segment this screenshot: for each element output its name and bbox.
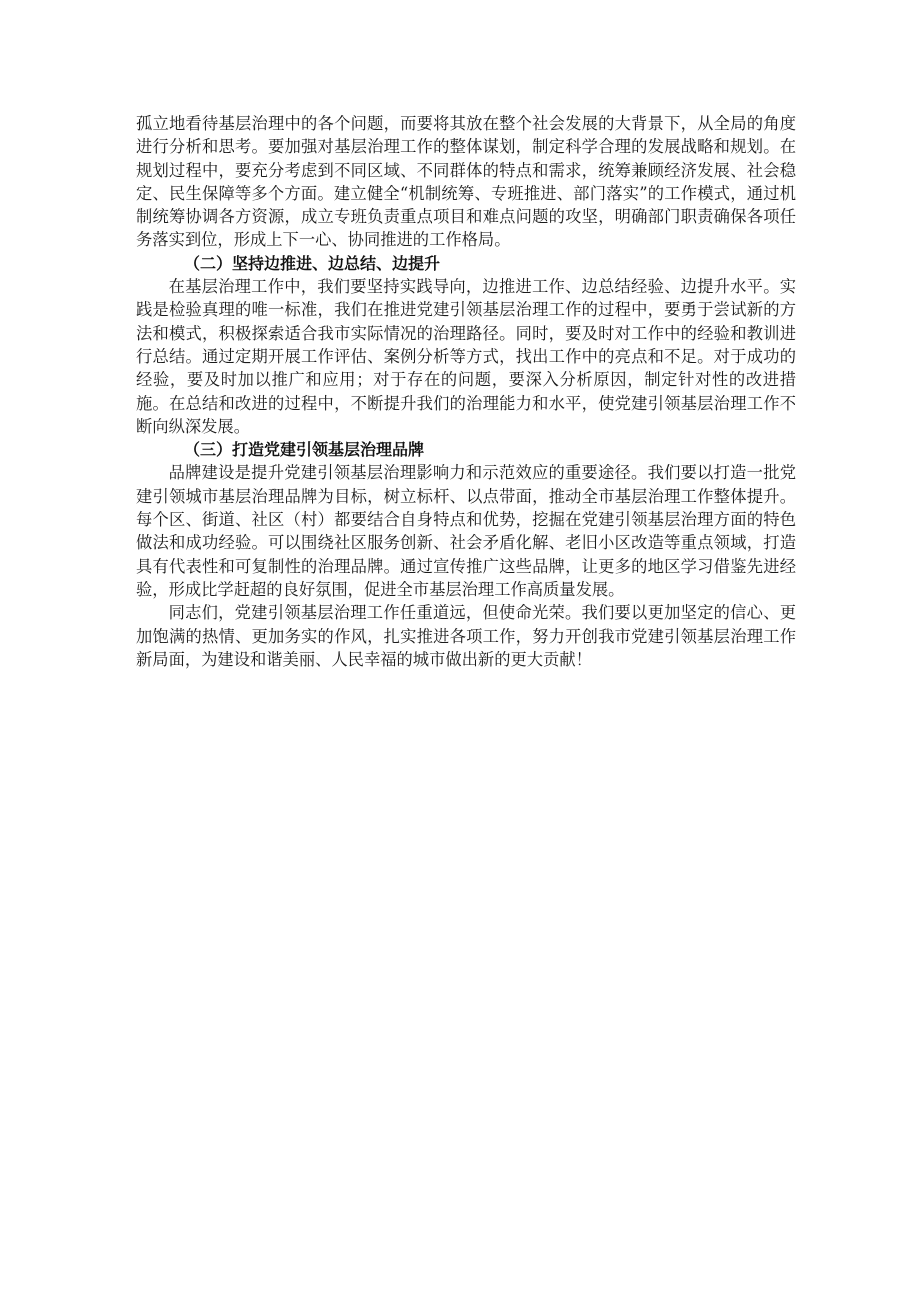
paragraph-section-3: 品牌建设是提升党建引领基层治理影响力和示范效应的重要途径。我们要以打造一批党建引领城市基层治理品牌为目标，树立标杆、以点带面，推动全市基层治理工作整体提升。每个区、街道、社区（村）都要结合自身特点和优势，挖掘在党建引领基层治理方面的特色做法和成功经验。可以围绕社区服务创新、社会矛盾化解、老旧小区改造等重点领域，打造具有代表性和可复制性的治理品牌。通过宣传推广这些品牌，让更多的地区学习借鉴先进经验，形成比学赶超的良好氛围，促进全市基层治理工作高质量发展。	[136, 463, 796, 599]
document-body	[136, 112, 796, 671]
paragraph-continuation: 孤立地看待基层治理中的各个问题，而要将其放在整个社会发展的大背景下，从全局的角度进行分析和思考。要加强对基层治理工作的整体谋划，制定科学合理的发展战略和规划。在规划过程中，要充分考虑到不同区域、不同群体的特点和需求，统筹兼顾经济发展、社会稳定、民生保障等多个方面。建立健全“机制统筹、专班推进、部门落实”的工作模式，通过机制统筹协调各方资源，成立专班负责重点项目和难点问题的攻坚，明确部门职责确保各项任务落实到位，形成上下一心、协同推进的工作格局。	[136, 114, 796, 250]
paragraph-section-2: 在基层治理工作中，我们要坚持实践导向，边推进工作、边总结经验、边提升水平。实践是检验真理的唯一标准，我们在推进党建引领基层治理工作的过程中，要勇于尝试新的方法和模式，积极探索适合我市实际情况的治理路径。同时，要及时对工作中的经验和教训进行总结。通过定期开展工作评估、案例分析等方式，找出工作中的亮点和不足。对于成功的经验，要及时加以推广和应用；对于存在的问题，要深入分析原因，制定针对性的改进措施。在总结和改进的过程中，不断提升我们的治理能力和水平，使党建引领基层治理工作不断向纵深发展。	[136, 277, 796, 436]
paragraph-closing: 同志们，党建引领基层治理工作任重道远，但使命光荣。我们要以更加坚定的信心、更加饱满的热情、更加务实的作风，扎实推进各项工作，努力开创我市党建引领基层治理工作新局面，为建设和谐美丽、人民幸福的城市做出新的更大贡献！	[136, 603, 796, 669]
section-heading-2: （二）坚持边推进、边总结、边提升	[184, 253, 441, 273]
section-heading-3: （三）打造党建引领基层治理品牌	[184, 440, 425, 460]
